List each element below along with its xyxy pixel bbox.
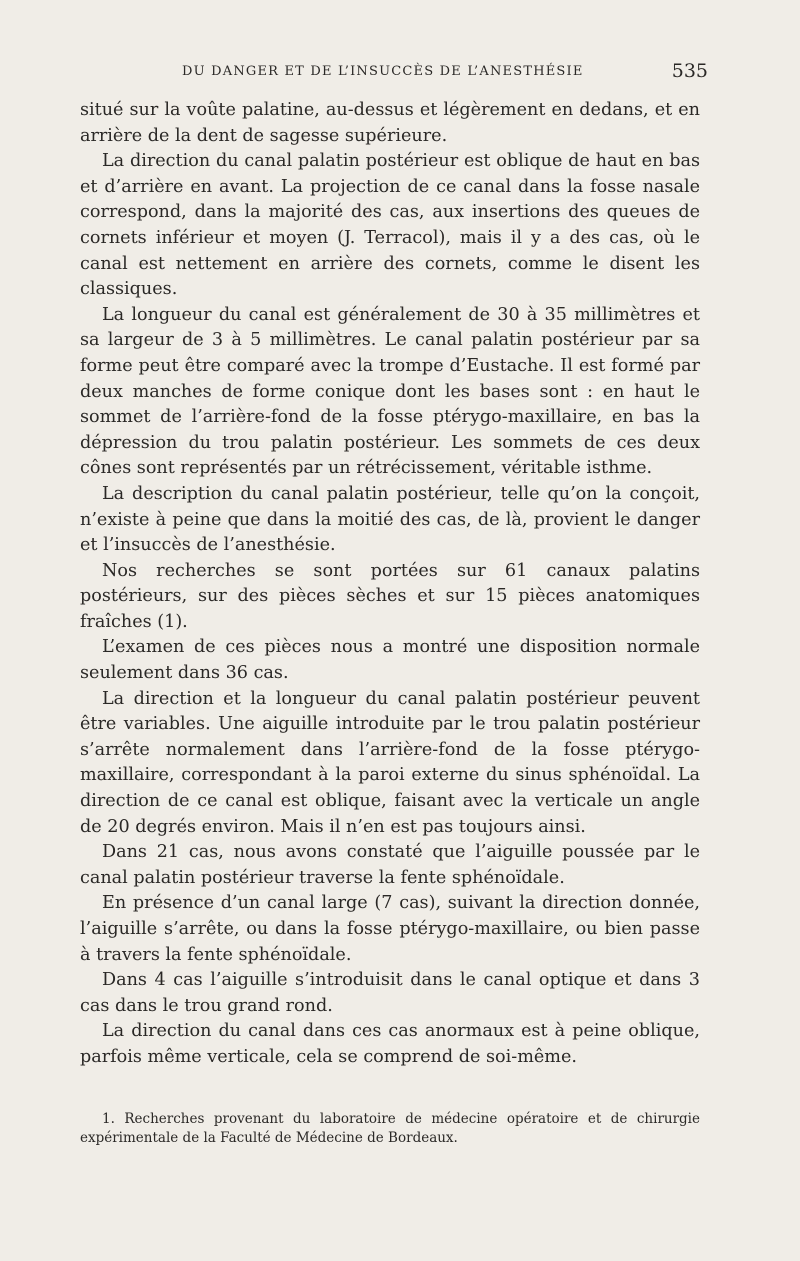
paragraph-research: Nos recherches se sont portées sur 61 canaux palatins postérieurs, sur des pièces sèches et sur 15 pièces anatomiques fraîches (1). [80,560,700,632]
running-title: DU DANGER ET DE L’INSUCCÈS DE L’ANESTHÉSIE [182,64,584,79]
page-number: 535 [671,60,708,82]
paragraph-canal-direction: La direction du canal palatin postérieur est oblique de haut en bas et d’arrière en avant. La projection de ce canal dans la fosse nasale correspond, dans la majorité des cas, aux insertions des queues de cornets inférieur et moyen (J. Terracol), mais il y a des cas, où le canal est nettement en arrière des cornets, comme le disent les classiques. [80,151,700,300]
running-head [80,62,708,86]
paragraph-optic-canal: Dans 4 cas l’aiguille s’introduisit dans le canal optique et dans 3 cas dans le trou grand rond. [80,970,700,1016]
body-text [80,98,700,1071]
paragraph-description: La description du canal palatin postérieur, telle qu’on la conçoit, n’existe à peine que dans la moitié des cas, de là, provient le danger et l’insuccès de l’anesthésie. [80,483,700,556]
paragraph-abnormal-direction: La direction du canal dans ces cas anormaux est à peine oblique, parfois même verticale, cela se comprend de soi-même. [80,1021,700,1067]
paragraph-continuation: situé sur la voûte palatine, au-dessus et légèrement en dedans, et en arrière de la dent de sagesse supérieure. [80,100,700,146]
paragraph-variability: La direction et la longueur du canal palatin postérieur peuvent être variables. Une aiguille introduite par le trou palatin postérieur s’arrête normalement dans l’arrière-fond de la fosse ptérygo-maxillaire, correspondant à la paroi externe du sinus sphénoïdal. La direction de ce canal est oblique, faisant avec la verticale un angle de 20 degrés environ. Mais il n’en est pas toujours ainsi. [80,688,700,837]
paragraph-wide-canal: En présence d’un canal large (7 cas), suivant la direction donnée, l’aiguille s’arrête, ou dans la fosse ptérygo-maxillaire, ou bien passe à travers la fente sphénoïdale. [80,893,700,965]
paragraph-examination: L’examen de ces pièces nous a montré une disposition normale seulement dans 36 cas. [80,637,700,684]
paragraph-sphenoidal-fissure: Dans 21 cas, nous avons constaté que l’aiguille poussée par le canal palatin postérieur traverse la fente sphénoïdale. [80,842,700,888]
paragraph-canal-length: La longueur du canal est généralement de 30 à 35 millimètres et sa largeur de 3 à 5 millimètres. Le canal palatin postérieur par sa forme peut être comparé avec la trompe d’Eustache. Il est formé par deux manches de forme conique dont les bases sont : en haut le sommet de l’arrière-fond de la fosse ptérygo-maxillaire, en bas la dépression du trou palatin postérieur. Les sommets de ces deux cônes sont représentés par un rétrécissement, véritable isthme. [80,304,700,479]
footnote: 1. Recherches provenant du laboratoire de médecine opératoire et de chirurgie expérimentale de la Faculté de Médecine de Bordeaux. [80,1111,700,1146]
